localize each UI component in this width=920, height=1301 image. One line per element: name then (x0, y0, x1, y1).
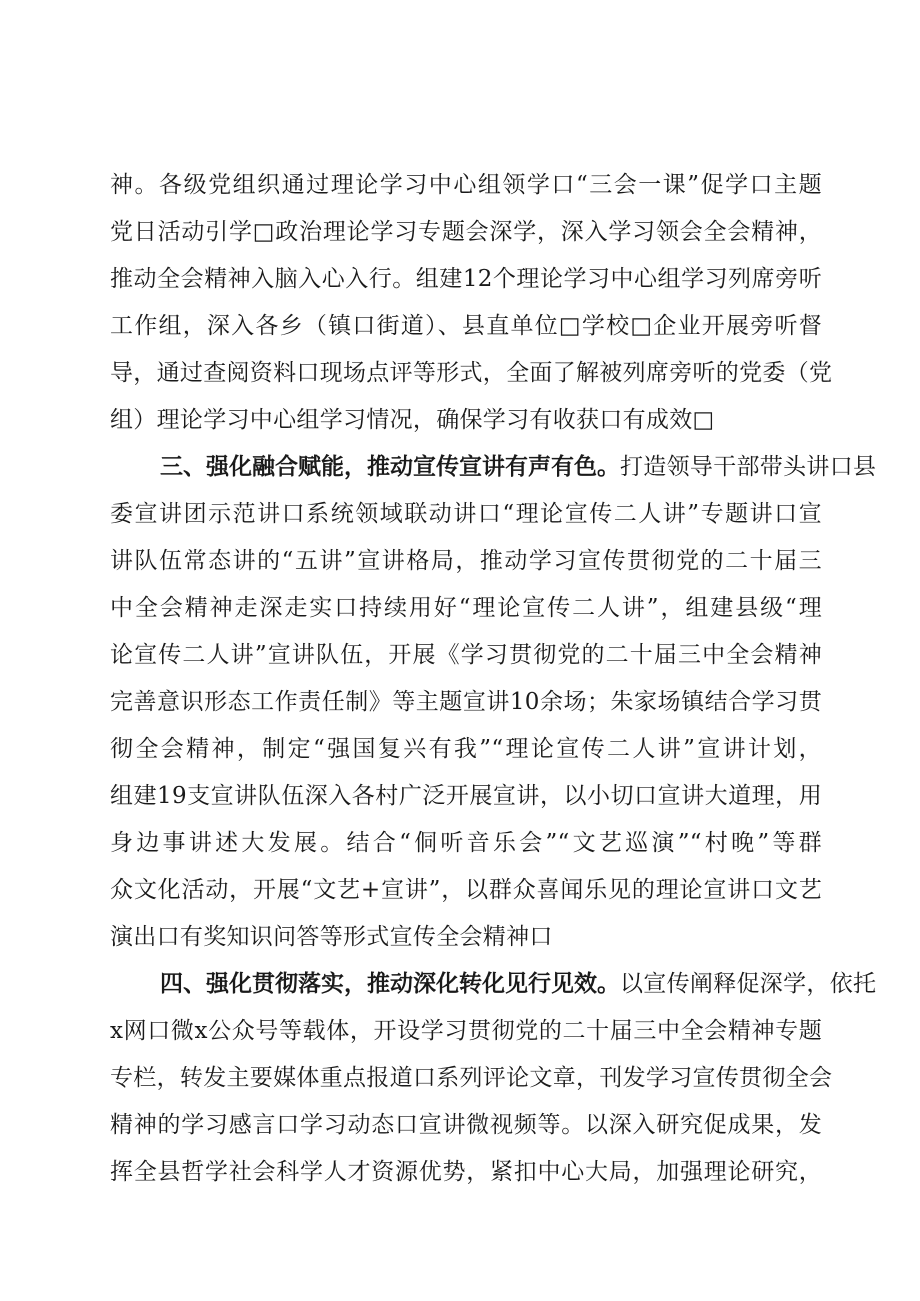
text-line: 身边事讲述大发展。结合“侗听音乐会”“文艺巡演”“村晚”等群 (110, 830, 822, 856)
paragraph (110, 162, 833, 444)
section-heading: 三、强化融合赋能，推动宣传宣讲有声有色。 (160, 454, 620, 480)
text-line: 工作组，深入各乡（镇口街道）、县直单位□学校□企业开展旁听督 (110, 313, 822, 339)
text-line: 众文化活动，开展“文艺+宣讲”，以群众喜闻乐见的理论宣讲口文艺 (110, 877, 822, 903)
paragraph-first-line (110, 444, 877, 491)
text-line: 组）理论学习中心组学习情况，确保学习有收获口有成效□ (110, 407, 715, 433)
text-run: 打造领导干部带头讲口县 (620, 454, 877, 480)
text-line: 中全会精神走深走实口持续用好“理论宣传二人讲”，组建县级“理 (110, 595, 822, 621)
text-line: 党日活动引学□政治理论学习专题会深学，深入学习领会全会精神， (110, 219, 822, 245)
text-line: 导，通过查阅资料口现场点评等形式，全面了解被列席旁听的党委（党 (110, 360, 833, 386)
paragraph (110, 444, 877, 961)
document-body (110, 162, 877, 1196)
text-line: 论宣传二人讲”宣讲队伍，开展《学习贯彻党的二十届三中全会精神 (110, 642, 822, 668)
text-line: 讲队伍常态讲的“五讲”宣讲格局，推动学习宣传贯彻党的二十届三 (110, 548, 822, 574)
text-line: x网口微x公众号等载体，开设学习贯彻党的二十届三中全会精神专题 (110, 1018, 822, 1044)
paragraph-first-line (110, 961, 877, 1008)
text-line: 完善意识形态工作责任制》等主题宣讲10余场；朱家场镇结合学习贯 (110, 689, 822, 715)
text-line: 神。各级党组织通过理论学习中心组领学口“三会一课”促学口主题 (110, 172, 822, 198)
text-line: 演出口有奖知识问答等形式宣传全会精神口 (110, 924, 553, 950)
text-line: 专栏，转发主要媒体重点报道口系列评论文章，刊发学习宣传贯彻全会 (110, 1065, 833, 1091)
text-line: 组建19支宣讲队伍深入各村广泛开展宣讲，以小切口宣讲大道理，用 (110, 783, 822, 809)
text-line: 精神的学习感言口学习动态口宣讲微视频等。以深入研究促成果，发 (110, 1112, 822, 1138)
text-line: 委宣讲团示范讲口系统领域联动讲口“理论宣传二人讲”专题讲口宣 (110, 501, 822, 527)
section-heading: 四、强化贯彻落实，推动深化转化见行见效。 (160, 971, 620, 997)
text-line: 推动全会精神入脑入心入行。组建12个理论学习中心组学习列席旁听 (110, 266, 822, 292)
text-line: 彻全会精神，制定“强国复兴有我”“理论宣传二人讲”宣讲计划， (110, 736, 822, 762)
paragraph (110, 961, 877, 1196)
text-run: 以宣传阐释促深学，依托 (620, 971, 877, 997)
text-line: 挥全县哲学社会科学人才资源优势，紧扣中心大局，加强理论研究， (110, 1159, 822, 1185)
